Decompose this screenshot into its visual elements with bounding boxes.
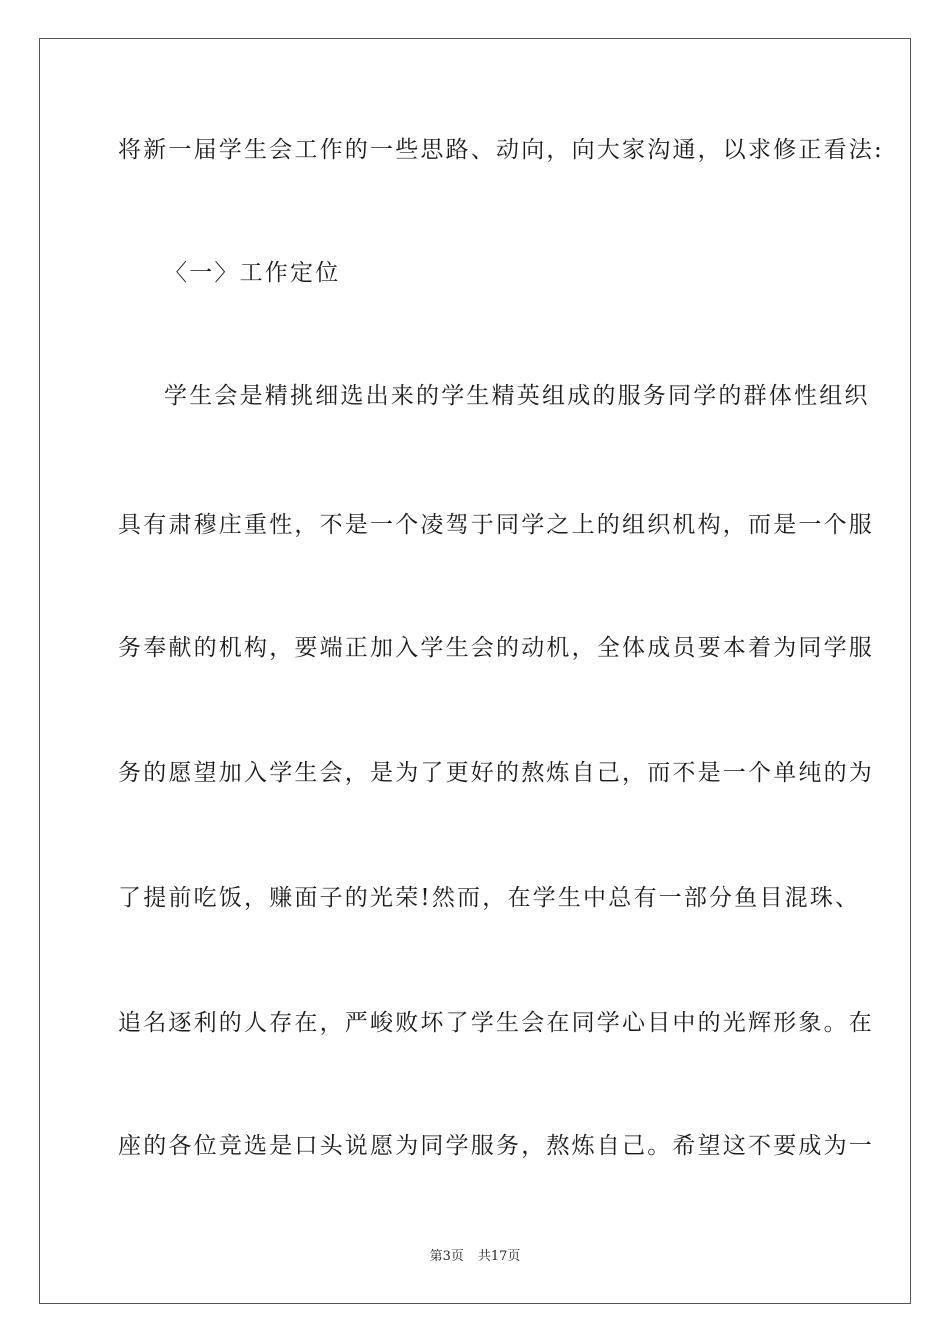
body-line-3: 具有肃穆庄重性，不是一个凌驾于同学之上的组织机构，而是一个服 (118, 512, 874, 538)
body-line-1: 将新一届学生会工作的一些思路、动向，向大家沟通，以求修正看法: (118, 137, 884, 163)
body-line-2: 学生会是精挑细选出来的学生精英组成的服务同学的群体性组织 (164, 383, 870, 409)
body-line-6: 了提前吃饭，赚面子的光荣!然而，在学生中总有一部分鱼目混珠、 (118, 885, 861, 911)
body-line-7: 追名逐利的人存在，严峻败坏了学生会在同学心目中的光辉形象。在 (118, 1010, 874, 1036)
page-footer (0, 1249, 950, 1265)
page-number: 第3页 (429, 1249, 464, 1264)
page-border (39, 38, 911, 1304)
body-line-5: 务的愿望加入学生会，是为了更好的熬炼自己，而不是一个单纯的为 (118, 760, 874, 786)
total-pages: 共17页 (477, 1249, 521, 1264)
body-line-8: 座的各位竞选是口头说愿为同学服务，熬炼自己。希望这不要成为一 (118, 1133, 874, 1159)
body-line-4: 务奉献的机构，要端正加入学生会的动机，全体成员要本着为同学服 (118, 635, 874, 661)
section-heading: 〈一〉工作定位 (164, 260, 341, 286)
